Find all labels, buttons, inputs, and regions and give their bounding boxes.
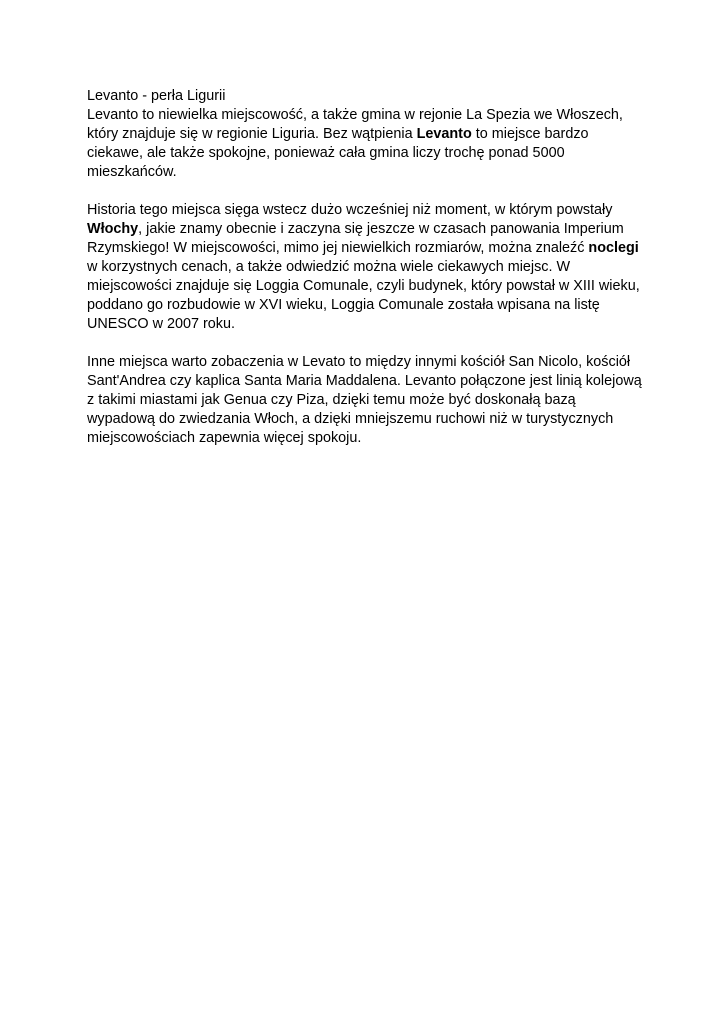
paragraph-1-bold-levanto: Levanto: [416, 126, 472, 142]
paragraph-1: [87, 106, 647, 182]
paragraph-gap: [87, 334, 647, 353]
paragraph-2-text-c: w korzystnych cenach, a także odwiedzić można wiele ciekawych miejsc. W miejscowości znajduje się Loggia Comunale, czyli budynek, który powstał w XIII wieku, poddano go rozbudowie w XVI wieku, Loggia Comunale została wpisana na listę UNESCO w 2007 roku.: [87, 259, 640, 332]
paragraph-2-bold-wlochy: Włochy: [87, 221, 139, 237]
paragraph-2-text-a: Historia tego miejsca sięga wstecz dużo wcześniej niż moment, w którym powstały: [87, 202, 613, 218]
paragraph-gap: [87, 182, 647, 201]
paragraph-1-text-a: Levanto to niewielka miejscowość, a także gmina w rejonie La Spezia we Włoszech, który znajduje się w regionie Liguria. Bez wątpienia: [87, 107, 623, 142]
paragraph-2-text-b: , jakie znamy obecnie i zaczyna się jeszcze w czasach panowania Imperium Rzymskiego! W miejscowości, mimo jej niewielkich rozmiarów, można znaleźć: [87, 221, 624, 256]
paragraph-3: Inne miejsca warto zobaczenia w Levato to między innymi kościół San Nicolo, kościół Sant'Andrea czy kaplica Santa Maria Maddalena. Levanto połączone jest linią kolejową z takimi miastami jak Genua czy Piza, dzięki temu może być doskonałą bazą wypadową do zwiedzania Włoch, a dzięki mniejszemu ruchowi niż w turystycznych miejscowościach zapewnia więcej spokoju.: [87, 354, 642, 446]
paragraph-1-text-b: to miejsce bardzo ciekawe, ale także spokojne, ponieważ cała gmina liczy trochę ponad 5000 mieszkańców.: [87, 126, 589, 180]
document-body: [87, 87, 647, 448]
paragraph-2-bold-noclegi: noclegi: [588, 240, 639, 256]
paragraph-2: [87, 201, 647, 334]
document-title: Levanto - perła Ligurii: [87, 88, 226, 104]
